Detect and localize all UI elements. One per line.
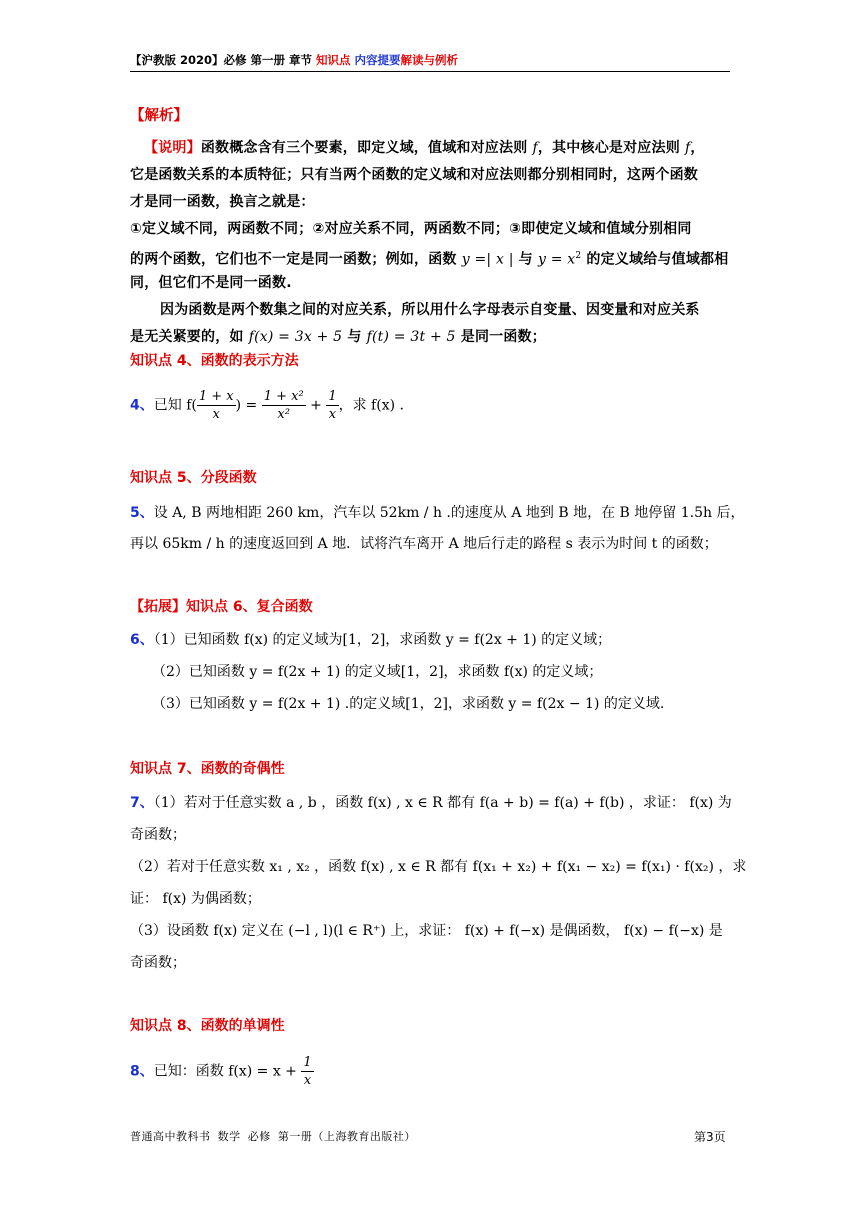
analysis-line-5: 的两个函数，它们也不一定是同一函数；例如，函数 y =| x | 与 $y = x^2$ 的定义域给与值域都相: [130, 251, 729, 268]
section-6-title: 【拓展】知识点 6、复合函数: [130, 599, 313, 615]
analysis-line-7: 因为函数是两个数集之间的对应关系，所以用什么字母表示自变量、因变量和对应关系: [160, 302, 700, 318]
header-analysis: 解读与例析: [400, 53, 459, 67]
question-5-line-1: 5、设 A, B 两地相距 260 km，汽车以 52km / h .的速度从 A 地到 B 地，在 B 地停留 1.5h 后，: [130, 505, 745, 521]
question-5-line-2: 再以 65km / h 的速度返回到 A 地．试将汽车离开 A 地后行走的路程 s 表示为时间 t 的函数；: [130, 536, 718, 552]
note-tag: 【说明】: [144, 140, 201, 156]
fraction: $\frac{1}{x}$: [328, 389, 337, 422]
section-6-tag: 【拓展】: [130, 599, 186, 615]
section-7-title: 知识点 7、函数的奇偶性: [130, 761, 285, 777]
header-summary: 内容提要: [350, 53, 401, 67]
question-6-line-2: （2）已知函数 y = f(2x + 1) 的定义域[1，2]，求函数 f(x) 的定义域；: [152, 664, 603, 680]
question-7-line-5: （3）设函数 f(x) 定义在 (−l , l)(l ∈ R⁺) 上，求证： f(x) + f(−x) 是偶函数， f(x) − f(−x) 是: [130, 923, 723, 939]
question-4: 4、已知 f( $\frac{1 + x}{x}$ ) = $\frac{\text{1 + x²}}{\text{x²}}$ + $\frac{1}{x}$ ，求 f(x) .: [130, 389, 404, 422]
question-7-line-4: 证： f(x) 为偶函数；: [130, 891, 261, 907]
question-7-line-3: （2）若对于任意实数 x₁ , x₂ ，函数 f(x) , x ∈ R 都有 f(x₁ + x₂) + f(x₁ − x₂) = f(x₁) · f(x₂) ，求: [130, 859, 747, 875]
analysis-tag: 【解析】: [130, 108, 188, 124]
question-7-number: 7: [130, 795, 140, 811]
fraction: $\frac{1}{x}$: [303, 1055, 312, 1088]
header-knowledge: 知识点: [316, 53, 351, 67]
question-6-line-1: 6、（1）已知函数 f(x) 的定义域为[1，2]，求函数 y = f(2x + 1) 的定义域；: [130, 632, 612, 648]
analysis-line-2: 它是函数关系的本质特征；只有当两个函数的定义域和对应法则都分别相同时，这两个函数: [130, 167, 698, 183]
section-8-title: 知识点 8、函数的单调性: [130, 1018, 285, 1034]
question-5-number: 5: [130, 505, 140, 521]
question-6-number: 6: [130, 632, 140, 648]
question-8: 8、已知：函数 f(x) = x + $\frac{1}{x}$: [130, 1055, 312, 1088]
section-5-title: 知识点 5、分段函数: [130, 470, 257, 486]
question-7-line-1: 7、（1）若对于任意实数 a , b ，函数 f(x) , x ∈ R 都有 f(a + b) = f(a) + f(b) ，求证： f(x) 为: [130, 795, 732, 811]
footer-page-number: 第3页: [694, 1130, 726, 1144]
analysis-line-1: 【说明】函数概念含有三个要素，即定义域，值域和对应法则 f，其中核心是对应法则 f，: [144, 140, 705, 156]
question-7-line-6: 奇函数；: [130, 955, 186, 971]
question-4-number: 4: [130, 397, 140, 414]
analysis-line-3: 才是同一函数，换言之就是：: [130, 194, 315, 210]
footer-book-title: 普通高中教科书 数学 必修 第一册（上海教育出版社）: [130, 1130, 416, 1143]
question-8-number: 8: [130, 1063, 140, 1080]
analysis-line-6: 同，但它们不是同一函数.: [130, 275, 292, 291]
fraction: $\frac{1 + x}{x}$: [198, 389, 234, 422]
question-6-line-3: （3）已知函数 y = f(2x + 1) .的定义域[1，2]，求函数 y = f(2x − 1) 的定义域.: [152, 696, 665, 712]
analysis-line-4: ①定义域不同，两函数不同；②对应关系不同，两函数不同；③即使定义域和值域分别相同: [130, 221, 692, 237]
section-4-title: 知识点 4、函数的表示方法: [130, 353, 299, 369]
header-rule: [130, 71, 730, 72]
page-header: [130, 52, 458, 68]
question-7-line-2: 奇函数；: [130, 827, 186, 843]
analysis-line-8: 是无关紧要的，如 f(x) = 3x + 5 与 f(t) = 3t + 5 是同一函数；: [130, 329, 546, 345]
header-title: 【沪教版 2020】必修 第一册 章节: [130, 53, 317, 67]
fraction: $\frac{\text{1 + x²}}{\text{x²}}$: [263, 389, 304, 422]
